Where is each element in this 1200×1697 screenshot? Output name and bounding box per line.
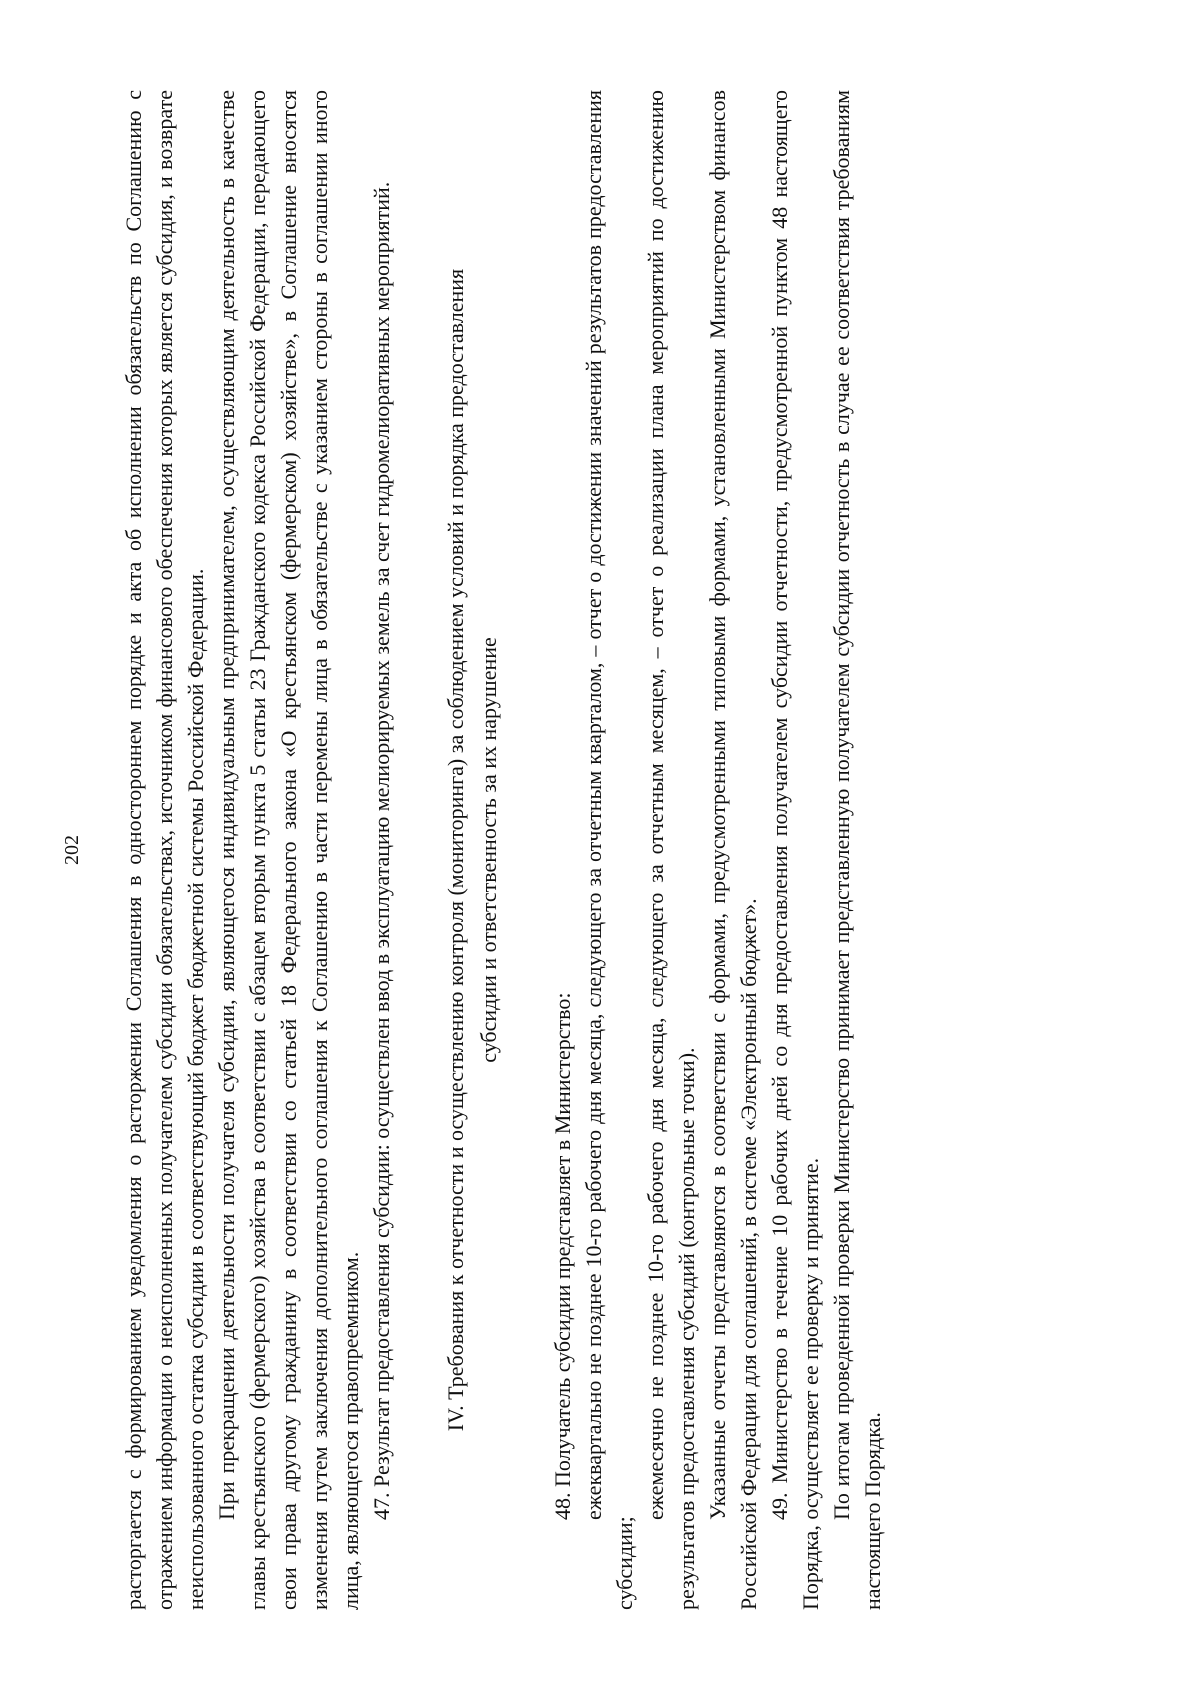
paragraph-48: 48. Получатель субсидии представляет в Министерство: xyxy=(550,992,575,1520)
paragraph-quarterly: ежеквартально не позднее 10-го рабочего дня месяца, следующего за отчетным кварталом, – отчет о достижении значений результатов предоставления субсидии; xyxy=(581,90,637,1610)
paragraph-49: 49. Министерство в течение 10 рабочих дней со дня предоставления получателем субсидии отчетности, предусмотренной пунктом 48 настоящего Порядка, осуществляет ее проверку и принятие. xyxy=(767,90,823,1610)
paragraph-cessation: При прекращении деятельности получателя субсидии, являющегося индивидуальным предпринимателем, осуществляющим деятельность в качестве главы крестьянского (фермерского) хозяйства в соответствии с абзацем вторым пункта 5 статьи 23 Гражданского кодекса Российской Федерации, передающего свои права другому гражданину в соответствии со статьей 18 Федерального закона «О крестьянском (фермерском) хозяйстве», в Соглашение вносятся изменения путем заключения дополнительного соглашения к Соглашению в части перемены лица в обязательстве с указанием стороны в соглашении иного лица, являющегося правопреемником. xyxy=(214,90,363,1610)
spacer xyxy=(397,90,439,1610)
rotated-content xyxy=(61,90,1138,1610)
paragraph-termination: расторгается с формированием уведомления о расторжении Соглашения в одностороннем порядке и акта об исполнении обязательств по Соглашению с отражением информации о неисполненных получателем субсидии обязательствах, источником финансового обеспечения которых является субсидия, и возврате неиспользованного остатка субсидии в соответствующий бюджет бюджетной системы Российской Федерации. xyxy=(121,90,208,1610)
page-number: 202 xyxy=(61,835,83,865)
paragraph-47: 47. Результат предоставления субсидии: осуществлен ввод в эксплуатацию мелиорируемых земель за счет гидромелиоративных мероприятий. xyxy=(369,181,394,1520)
spacer xyxy=(505,90,547,1610)
paragraph-monthly: ежемесячно не позднее 10-го рабочего дня месяца, следующего за отчетным месяцем, – отчет о реализации плана мероприятий по достижению результатов предоставления субсидий (контрольные точки). xyxy=(643,90,699,1610)
section-heading: IV. Требования к отчетности и осуществлению контроля (мониторинга) за соблюдением условий и порядка предоставления субсидии и ответственность за их нарушение xyxy=(443,268,501,1432)
paragraph-forms: Указанные отчеты представляются в соответствии с формами, предусмотренными типовыми формами, установленными Министерством финансов Российской Федерации для соглашений, в системе «Электронный бюджет». xyxy=(705,90,761,1610)
paragraph-results: По итогам проведенной проверки Министерство принимает представленную получателем субсидии отчетность в случае ее соответствия требованиям настоящего Порядка. xyxy=(829,90,885,1610)
